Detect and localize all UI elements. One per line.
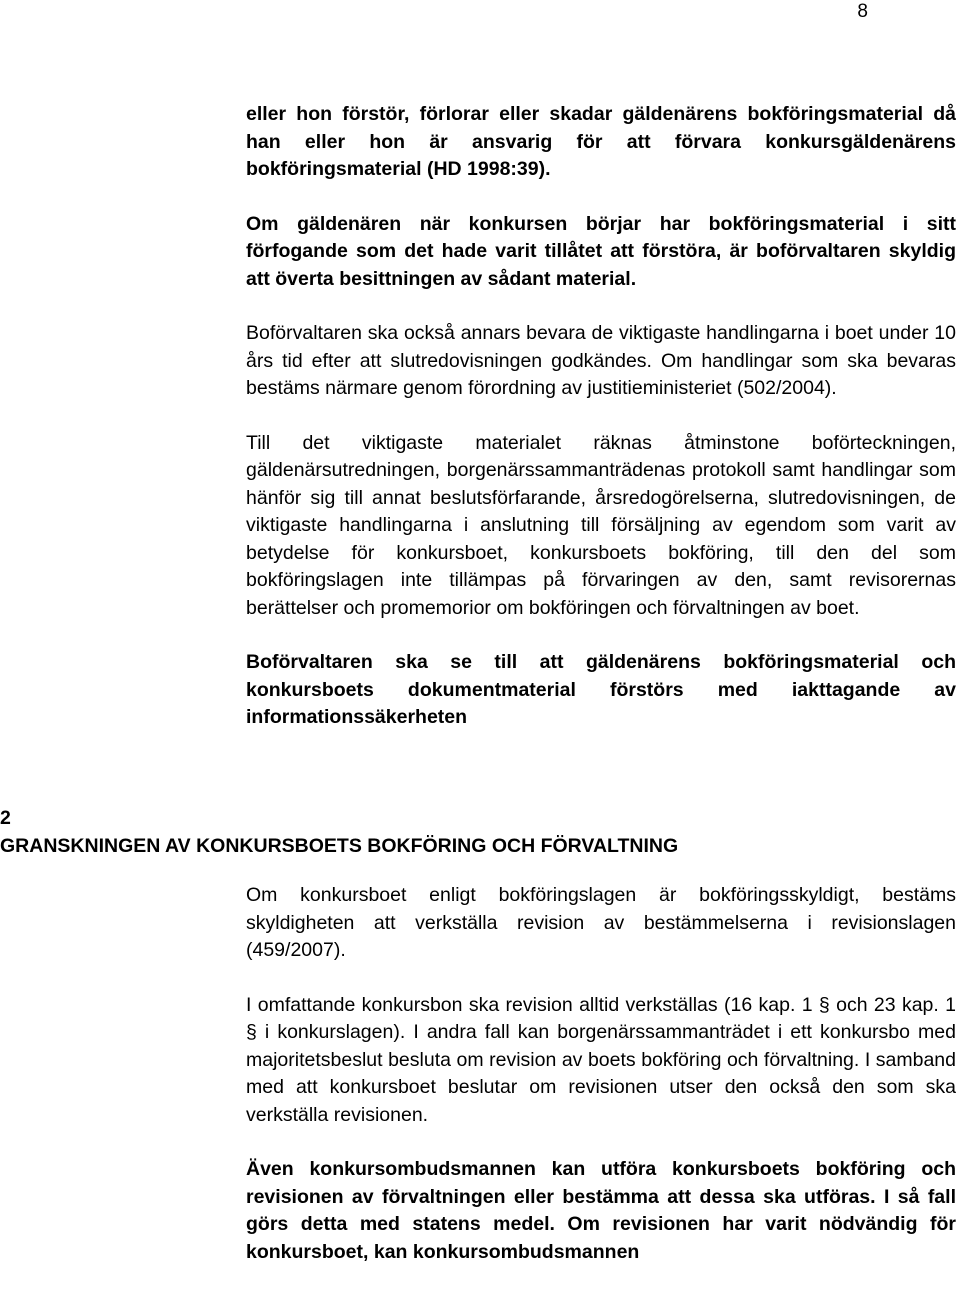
section-number: 2 bbox=[0, 807, 11, 829]
paragraph-3: Boförvaltaren ska också annars bevara de viktigaste handlingarna i boet under 10 års tid efter att slutredovisningen godkändes. Om handlingar som ska bevaras bestäms närmare genom förordning av justitieministeriet (502/2004). bbox=[246, 322, 956, 399]
paragraph-7: I omfattande konkursbon ska revision alltid verkställas (16 kap. 1 § och 23 kap. 1 § i konkurslagen). I andra fall kan borgenärssammanträdet i ett konkursbo med majoritetsbeslut besluta om revision av boets bokföring och förvaltning. I samband med att konkursboet beslutar om revisionen utser den också den som ska verkställa revisionen. bbox=[246, 993, 956, 1126]
body-text-section bbox=[246, 882, 956, 1293]
paragraph-8: Även konkursombudsmannen kan utföra konkursboets bokföring och revisionen av förvaltningen eller bestämma att dessa ska utföras. I så fall görs detta med statens medel. Om revisionen har varit nödvändig för konkursboet, kan konkursombudsmannen bbox=[246, 1158, 956, 1263]
page-number: 8 bbox=[857, 1, 868, 22]
paragraph-5: Boförvaltaren ska se till att gäldenärens bokföringsmaterial och konkursboets dokumentmaterial förstörs med iakttagande av informationssäkerheten bbox=[246, 651, 956, 728]
paragraph-2: Om gäldenären när konkursen börjar har bokföringsmaterial i sitt förfogande som det hade varit tillåtet att förstöra, är boförvaltaren skyldig att överta besittningen av sådant material. bbox=[246, 212, 956, 290]
section-title: GRANSKNINGEN AV KONKURSBOETS BOKFÖRING OCH FÖRVALTNING bbox=[0, 834, 679, 857]
paragraph-6: Om konkursboet enligt bokföringslagen är bokföringsskyldigt, bestäms skyldigheten att verkställa revision av bestämmelserna i revisionslagen (459/2007). bbox=[246, 884, 956, 961]
section-heading bbox=[0, 805, 960, 860]
paragraph-1: eller hon förstör, förlorar eller skadar gäldenärens bokföringsmaterial då han eller hon är ansvarig för att förvara konkursgäldenärens bokföringsmaterial (HD 1998:39). bbox=[246, 103, 956, 180]
body-text-top bbox=[246, 101, 956, 759]
paragraph-4: Till det viktigaste materialet räknas åtminstone boförteckningen, gäldenärsutredningen, borgenärssammanträdenas protokoll samt handlingar som hänför sig till annat beslutsförfarande, årsredogörelserna, slutredovisningen, de viktigaste handlingarna i anslutning till försäljning av egendom som varit av betydelse för konkursboet, konkursboets bokföring, till den del som bokföringslagen inte tillämpas på förvaringen av den, samt revisorernas berättelser och promemorior om bokföringen och förvaltningen av boet. bbox=[246, 431, 956, 619]
